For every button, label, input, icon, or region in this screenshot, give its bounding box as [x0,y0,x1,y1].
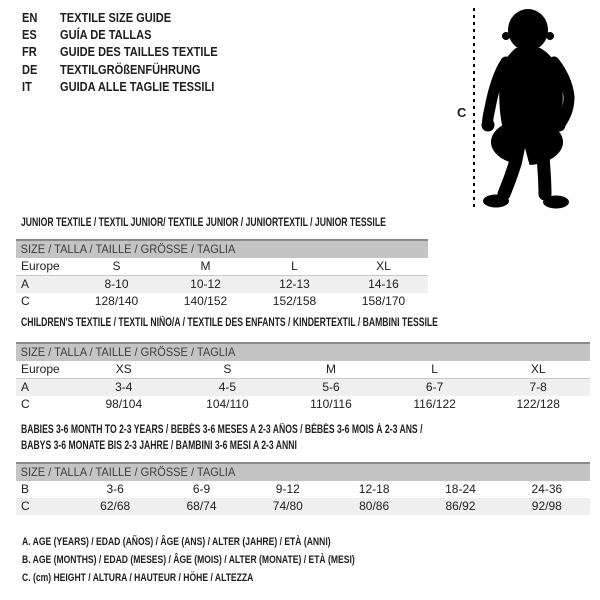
language-row [22,26,245,43]
size-value: M [279,361,383,379]
size-value: 86/92 [417,498,503,515]
size-value: L [250,258,339,276]
table-header-label: SIZE / TALLA / TAILLE / GRÖSSE / TAGLIA [20,345,236,359]
footnote-line [22,569,449,587]
language-code: FR [22,44,37,60]
size-value: 12-18 [358,482,390,496]
footnote-line [22,551,449,569]
row-label: B [21,482,30,496]
language-code: EN [22,10,38,25]
size-value: 116/122 [413,397,456,411]
size-value: 92/98 [504,498,590,515]
language-row [22,9,245,26]
row-label: C [21,294,30,308]
size-row [16,258,428,276]
size-value: 140/152 [183,294,228,308]
language-row [22,43,245,60]
size-value: 14-16 [339,276,428,294]
size-value: M [161,258,250,276]
size-value: 12-13 [250,276,339,294]
size-row [16,396,590,413]
size-row [16,481,590,498]
table-header-band [16,343,590,361]
size-row [16,361,590,379]
size-row [16,498,590,515]
language-title: TEXTILGRÖßENFÜHRUNG [60,61,201,77]
table-header-band [16,463,590,481]
size-value: 18-24 [445,482,476,496]
table-header-band-row [16,343,590,361]
size-value: S [72,258,161,276]
size-row [16,276,428,294]
height-measure-label: C [457,105,467,120]
table-header-band-row [16,240,428,258]
footnote-text: A. AGE (YEARS) / EDAD (AÑOS) / ÂGE (ANS) / ALTER (JAHRE) / ETÀ (ANNI) [22,536,331,548]
baby-silhouette-icon [448,6,598,212]
size-value: 6-7 [383,379,487,397]
row-label: Europe [16,361,72,379]
size-value: 110/116 [310,397,352,411]
language-code: IT [22,78,32,94]
baby-silhouette-shape [482,9,570,209]
size-value: 98/104 [105,397,143,411]
size-value: 74/80 [245,498,331,515]
section-babies-title-line-2: BABYS 3-6 MONATE BIS 2-3 JAHRE / BAMBINI 3-6 MESI A 2-3 ANNI [21,440,297,452]
row-label: A [16,276,72,294]
size-value: 128/140 [94,294,139,308]
size-value: 158/170 [361,294,406,308]
section-babies-title-line-1: BABIES 3-6 MONTH TO 2-3 YEARS / BEBÉS 3-6 MESES A 2-3 AÑOS / BÉBÉS 3-6 MOIS À 2-3 ANS / [21,424,423,436]
size-value: 24-36 [531,482,563,496]
size-value: 80/86 [331,498,417,515]
size-value: 4-5 [176,379,280,397]
footnote-line [22,533,449,551]
size-value: 62/68 [72,498,158,515]
size-value: 10-12 [161,276,250,294]
size-value: 6-9 [192,482,211,496]
row-label: C [21,397,30,411]
size-value: 3-6 [106,482,124,496]
size-value: 9-12 [275,482,300,496]
size-value: L [383,361,487,379]
language-row [22,78,245,95]
size-value: 104/110 [206,397,249,411]
size-value: 68/74 [158,498,244,515]
footnote-text: B. AGE (MONTHS) / EDAD (MESES) / ÂGE (MOIS) / ALTER (MONATE) / ETÀ (MESI) [22,554,355,567]
size-value: XS [72,361,176,379]
size-value: XL [486,361,590,379]
size-value: 152/158 [272,294,317,308]
size-value: 5-6 [279,379,383,397]
babies-size-table [16,462,590,515]
size-value: XL [339,258,428,276]
language-title: TEXTILE SIZE GUIDE [60,10,172,25]
junior-size-table [16,239,428,310]
language-code: ES [22,27,37,43]
size-row [16,379,590,397]
table-header-label: SIZE / TALLA / TAILLE / GRÖSSE / TAGLIA [20,465,236,479]
row-label: A [16,379,72,397]
size-value: 3-4 [72,379,176,397]
language-row [22,61,245,78]
children-size-table [16,342,590,413]
size-value: S [176,361,280,379]
size-row [16,293,428,310]
language-title: GUIDA ALLE TAGLIE TESSILI [60,78,215,94]
row-label: Europe [16,258,72,276]
row-label: C [16,498,72,515]
size-value: 7-8 [486,379,590,397]
language-code: DE [22,61,38,77]
footnote-text: C. (cm) HEIGHT / ALTURA / HAUTEUR / HÖHE / ALTEZZA [22,572,254,585]
table-header-band [16,240,428,258]
size-value: 8-10 [72,276,161,294]
footnotes [22,533,449,588]
table-header-band-row [16,463,590,481]
language-title: GUIDE DES TAILLES TEXTILE [60,44,218,60]
language-list [22,9,245,95]
section-children-title: CHILDREN'S TEXTILE / TEXTIL NIÑO/A / TEXTILE DES ENFANTS / KINDERTEXTIL / BAMBINI TESSILE [21,317,438,329]
table-header-label: SIZE / TALLA / TAILLE / GRÖSSE / TAGLIA [20,242,236,256]
size-value: 122/128 [516,397,560,411]
language-title: GUÍA DE TALLAS [60,27,152,43]
section-junior-title: JUNIOR TEXTILE / TEXTIL JUNIOR/ TEXTILE JUNIOR / JUNIORTEXTIL / JUNIOR TESSILE [21,217,386,229]
